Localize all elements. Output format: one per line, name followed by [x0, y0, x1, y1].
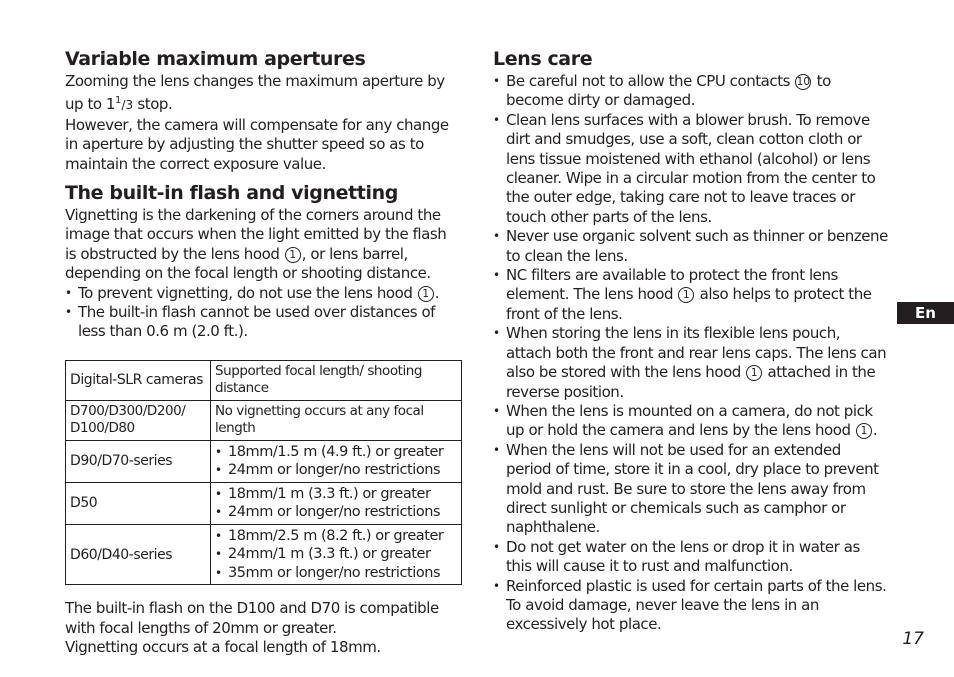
lens-hood-ref-icon: 1 [856, 423, 872, 439]
paragraph-vignetting-18mm: Vignetting occurs at a focal length of 18mm. [65, 638, 381, 657]
paragraph-d100-d70: The built-in flash on the D100 and D70 is compatible with focal lengths of 20mm or greater. [65, 599, 439, 637]
list-item: • When storing the lens in its flexible lens pouch, attach both the front and rear lens caps. The lens can also be stored with the lens hood 1 attached in the reverse position. [493, 324, 888, 402]
table-cell-camera: D50 [66, 482, 211, 524]
table-row [66, 524, 462, 585]
list-item: • 35mm or longer/no restrictions [215, 564, 457, 583]
left-column [65, 46, 460, 658]
language-tab: En [897, 302, 954, 324]
lens-hood-ref-icon: 1 [746, 365, 762, 381]
list-item: • Never use organic solvent such as thinner or benzene to clean the lens. [493, 227, 888, 266]
list-item: • 24mm or longer/no restrictions [215, 461, 457, 480]
list-item: • 24mm or longer/no restrictions [215, 503, 457, 522]
list-item: • When the lens will not be used for an extended period of time, store it in a cool, dry place to prevent mold and rust. Be sure to store the lens away from direct sunlight or chemicals such as camphor or naphthalene. [493, 441, 888, 538]
paragraph-aperture-change: Zooming the lens changes the maximum aperture by up to $1^1/3$ stop. [65, 72, 445, 114]
heading-lens-care: Lens care [493, 48, 593, 70]
list-item: • 18mm/1.5 m (4.9 ft.) or greater [215, 443, 457, 462]
lens-care-bullets [493, 72, 888, 635]
table-header-focal: Supported focal length/ shooting distance [211, 360, 462, 400]
page-number: 17 [902, 629, 924, 649]
table-row [66, 440, 462, 482]
table-cell-focal [211, 482, 462, 524]
lens-hood-ref-icon: 1 [285, 247, 301, 263]
list-item: • The built-in flash cannot be used over distances of less than 0.6 m (2.0 ft.). [65, 303, 460, 342]
fraction-numerator: 1 [115, 95, 122, 107]
list-item: • When the lens is mounted on a camera, do not pick up or hold the camera and lens by the lens hood 1 . [493, 402, 888, 441]
list-item: • NC filters are available to protect the front lens element. The lens hood 1 also helps to protect the front of the lens. [493, 266, 888, 324]
list-item: • Be careful not to allow the CPU contacts 10 to become dirty or damaged. [493, 72, 888, 111]
list-item: • To prevent vignetting, do not use the lens hood 1 . [65, 284, 460, 303]
fraction-denominator: /3 [121, 98, 134, 113]
heading-variable-apertures: Variable maximum apertures [65, 48, 366, 70]
table-header-row [66, 360, 462, 400]
lens-hood-ref-icon: 1 [418, 286, 434, 302]
list-item: • Clean lens surfaces with a blower brush. To remove dirt and smudges, use a soft, clean cotton cloth or lens tissue moistened with ethanol (alcohol) or lens cleaner. Wipe in a circular motion from the center to the outer edge, taking care not to leave traces or touch other parts of the lens. [493, 111, 888, 227]
compatibility-table [65, 360, 462, 586]
table-cell-focal: No vignetting occurs at any focal length [211, 400, 462, 440]
list-item: • 18mm/2.5 m (8.2 ft.) or greater [215, 527, 457, 546]
table-cell-camera: D90/D70-series [66, 440, 211, 482]
heading-flash-vignetting: The built-in flash and vignetting [65, 182, 398, 205]
cpu-contacts-ref-icon: 10 [796, 76, 811, 88]
list-item: • Do not get water on the lens or drop it in water as this will cause it to rust and malfunction. [493, 538, 888, 577]
vignetting-bullets [65, 284, 460, 342]
section-variable-apertures [65, 46, 460, 174]
table-cell-camera: D700/D300/D200/ D100/D80 [66, 400, 211, 440]
list-item: • Reinforced plastic is used for certain parts of the lens. To avoid damage, never leave the lens in an excessively hot place. [493, 577, 888, 635]
paragraph-vignetting-definition: Vignetting is the darkening of the corners around the image that occurs when the light emitted by the flash is obstructed by the lens hood 1 , or lens barrel, depending on the focal length or shooting distance. [65, 206, 447, 283]
section-flash-vignetting [65, 180, 460, 658]
table-header-cameras: Digital-SLR cameras [66, 360, 211, 400]
table-cell-camera: D60/D40-series [66, 524, 211, 585]
table-cell-focal [211, 524, 462, 585]
lens-hood-ref-icon: 1 [678, 287, 694, 303]
table-cell-focal [211, 440, 462, 482]
list-item: • 18mm/1 m (3.3 ft.) or greater [215, 485, 457, 504]
table-row [66, 482, 462, 524]
list-item: • 24mm/1 m (3.3 ft.) or greater [215, 545, 457, 564]
paragraph-compensation: However, the camera will compensate for any change in aperture by adjusting the shutter speed so as to maintain the correct exposure value. [65, 115, 449, 173]
right-column [493, 46, 888, 635]
table-row [66, 400, 462, 440]
